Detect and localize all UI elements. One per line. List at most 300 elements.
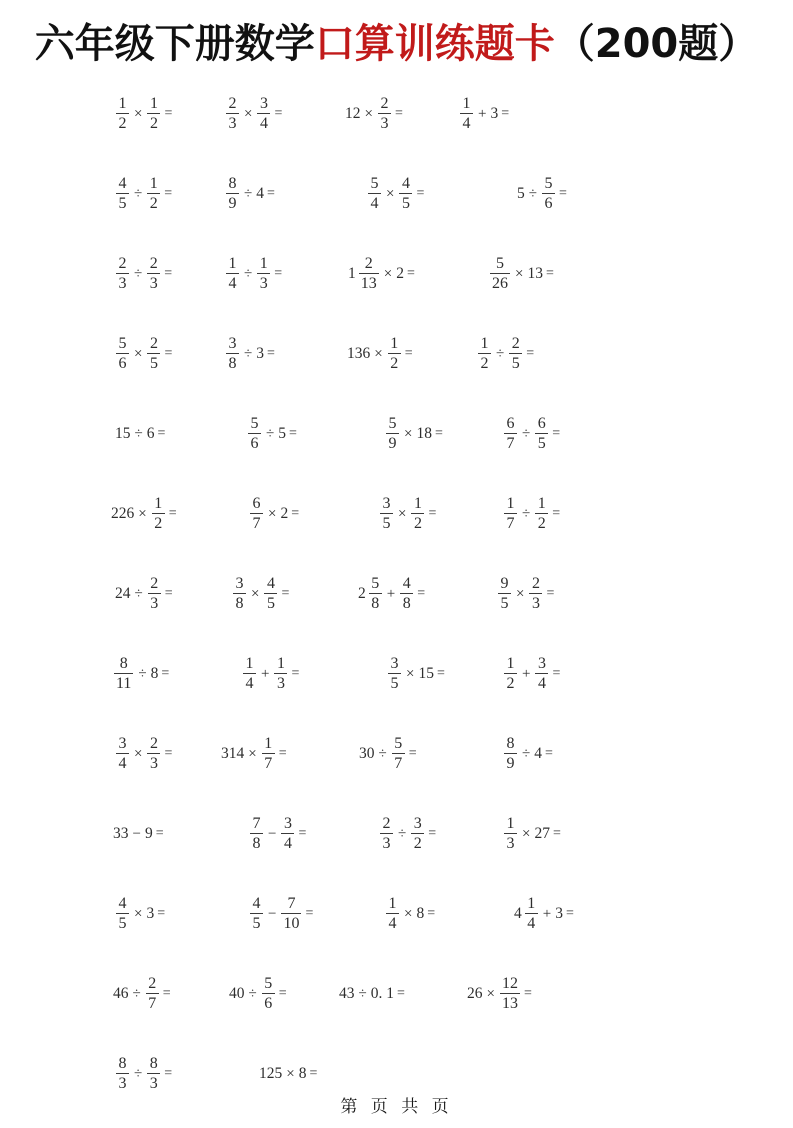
fraction-numerator: 2 (150, 574, 159, 592)
fraction (231, 575, 248, 612)
fraction-numerator: 3 (259, 94, 268, 112)
fraction-numerator: 8 (119, 654, 128, 672)
fraction (398, 575, 415, 612)
fraction (272, 655, 289, 692)
equals-sign: = (428, 826, 437, 841)
fraction (114, 255, 131, 292)
fraction-denominator: 7 (506, 514, 515, 532)
number: 2 (396, 265, 404, 283)
number: 27 (534, 825, 550, 843)
fraction-numerator: 2 (149, 334, 158, 352)
problem-item (114, 248, 172, 300)
fraction-numerator: 3 (228, 334, 237, 352)
fraction-bar (226, 353, 239, 354)
problem-item (228, 968, 287, 1020)
problem-item (502, 488, 560, 540)
fraction-numerator: 1 (276, 654, 285, 672)
fraction-numerator: 1 (390, 334, 399, 352)
equals-sign: = (309, 1066, 318, 1081)
fraction-numerator: 5 (496, 254, 504, 272)
operator: × (364, 105, 373, 122)
problem-item (384, 888, 435, 940)
fraction-bar (498, 593, 511, 594)
fraction-numerator: 8 (228, 174, 237, 192)
fraction (384, 895, 401, 932)
problem-item (114, 88, 172, 140)
equals-sign: = (164, 586, 173, 601)
equals-sign: = (157, 426, 166, 441)
number: 46 (113, 985, 129, 1003)
fraction-numerator: 5 (118, 334, 127, 352)
problem-item (224, 328, 275, 380)
fraction-bar (478, 353, 491, 354)
problem-row (96, 408, 696, 488)
equals-sign: = (291, 506, 300, 521)
problem-item (344, 88, 403, 140)
fraction-numerator: 4 (266, 574, 275, 592)
fraction-numerator: 1 (506, 814, 515, 832)
fraction (224, 175, 241, 212)
fraction-bar (369, 593, 382, 594)
fraction-denominator: 2 (149, 114, 158, 132)
fraction (150, 495, 167, 532)
fraction-bar (504, 513, 517, 514)
operator: × (516, 585, 525, 602)
fraction-denominator: 2 (118, 114, 127, 132)
operator: × (251, 585, 260, 602)
operator: ÷ (358, 985, 367, 1002)
problem-item (112, 968, 171, 1020)
problem-item (338, 968, 405, 1020)
problem-row (96, 88, 696, 168)
fraction-numerator: 3 (537, 654, 546, 672)
fraction-bar (233, 593, 246, 594)
operator: × (134, 745, 143, 762)
fraction-bar (116, 353, 129, 354)
fraction-denominator: 2 (506, 674, 515, 692)
fraction (523, 895, 540, 932)
problem-item (114, 408, 165, 460)
problem-item (224, 248, 282, 300)
operator: ÷ (244, 345, 253, 362)
equals-sign: = (305, 906, 314, 921)
problem-item (502, 808, 561, 860)
equals-sign: = (565, 906, 574, 921)
problem-row (96, 168, 696, 248)
fraction-numerator: 5 (394, 734, 403, 752)
operator: × (248, 745, 257, 762)
operator: × (134, 905, 143, 922)
equals-sign: = (164, 1066, 173, 1081)
operator: ÷ (248, 985, 257, 1002)
fraction (146, 575, 163, 612)
operator: ÷ (138, 665, 147, 682)
fraction-bar (535, 433, 548, 434)
fraction-denominator: 3 (506, 834, 515, 852)
fraction-bar (147, 1073, 160, 1074)
operator: − (268, 905, 277, 922)
equals-sign: = (298, 826, 307, 841)
fraction-denominator: 4 (245, 674, 254, 692)
fraction-numerator: 3 (283, 814, 292, 832)
fraction (262, 575, 279, 612)
number: 15 (418, 665, 434, 683)
fraction-numerator: 3 (382, 494, 391, 512)
fraction-denominator: 8 (235, 594, 244, 612)
fraction (502, 815, 519, 852)
fraction (145, 255, 162, 292)
problem-item (114, 168, 172, 220)
fraction-denominator: 2 (154, 514, 163, 532)
fraction-numerator: 2 (531, 574, 540, 592)
fraction-denominator: 5 (149, 354, 158, 372)
equals-sign: = (274, 106, 283, 121)
problem-item (358, 728, 417, 780)
problem-item (248, 808, 306, 860)
fraction-denominator: 4 (462, 114, 471, 132)
equals-sign: = (501, 106, 510, 121)
fraction-numerator: 7 (287, 894, 296, 912)
problem-grid (96, 88, 696, 1128)
fraction-bar (148, 593, 161, 594)
operator: ÷ (134, 185, 143, 202)
fraction-denominator: 2 (149, 194, 158, 212)
fraction-denominator: 3 (118, 1074, 127, 1092)
fraction-denominator: 4 (527, 914, 536, 932)
number: 3 (490, 105, 499, 123)
equals-sign: = (288, 426, 297, 441)
fraction (409, 495, 426, 532)
fraction (112, 655, 135, 692)
fraction-numerator: 12 (501, 974, 518, 992)
number: 4 (534, 745, 542, 763)
number: 3 (146, 905, 155, 923)
equals-sign: = (552, 426, 561, 441)
fraction-denominator: 3 (149, 274, 158, 292)
fraction-bar (116, 273, 129, 274)
equals-sign: = (161, 666, 170, 681)
fraction (248, 815, 265, 852)
fraction-bar (359, 273, 379, 274)
fraction (114, 895, 131, 932)
fraction-denominator: 3 (276, 674, 285, 692)
problem-item (496, 568, 554, 620)
fraction (476, 335, 493, 372)
problem-item (248, 888, 313, 940)
equals-sign: = (552, 826, 561, 841)
operator: ÷ (266, 425, 275, 442)
problem-row (96, 648, 696, 728)
fraction-numerator: 1 (259, 254, 268, 272)
fraction-denominator: 2 (480, 354, 489, 372)
equals-sign: = (394, 106, 403, 121)
fraction (248, 895, 265, 932)
fraction-bar (152, 513, 165, 514)
equals-sign: = (164, 266, 173, 281)
fraction-numerator: 7 (252, 814, 261, 832)
fraction (241, 655, 258, 692)
operator: − (132, 825, 141, 842)
equals-sign: = (278, 746, 287, 761)
fraction-numerator: 5 (250, 414, 259, 432)
operator: + (261, 665, 270, 682)
equals-sign: = (558, 186, 567, 201)
fraction-denominator: 4 (228, 274, 237, 292)
fraction (498, 975, 522, 1012)
operator: ÷ (528, 185, 537, 202)
number: 33 (113, 825, 129, 843)
operator: × (134, 105, 143, 122)
number: 125 (259, 1065, 283, 1083)
problem-row (96, 968, 696, 1048)
problem-item (502, 408, 560, 460)
fraction-bar (504, 673, 517, 674)
operator: × (374, 345, 383, 362)
fraction-denominator: 4 (118, 754, 127, 772)
fraction-bar (504, 433, 517, 434)
operator: ÷ (522, 745, 531, 762)
number: 9 (144, 825, 153, 843)
fraction-denominator: 5 (252, 914, 261, 932)
fraction-bar (116, 753, 129, 754)
fraction-numerator: 5 (370, 174, 379, 192)
fraction (376, 95, 393, 132)
fraction-bar (147, 113, 160, 114)
fraction (357, 255, 381, 292)
problem-row (96, 568, 696, 648)
fraction (114, 95, 131, 132)
equals-sign: = (291, 666, 300, 681)
operator: ÷ (132, 985, 141, 1002)
number: 6 (146, 425, 155, 443)
fraction-denominator: 5 (382, 514, 391, 532)
operator: × (383, 265, 393, 282)
problem-item (114, 888, 165, 940)
fraction-denominator: 3 (150, 594, 159, 612)
equals-sign: = (164, 106, 173, 121)
fraction-bar (460, 113, 473, 114)
fraction-numerator: 3 (118, 734, 127, 752)
problem-item (346, 328, 413, 380)
fraction-bar (399, 193, 412, 194)
fraction (496, 575, 513, 612)
fraction-denominator: 8 (228, 354, 237, 372)
fraction-denominator: 4 (370, 194, 379, 212)
number: 26 (467, 985, 483, 1003)
fraction (409, 815, 426, 852)
operator: ÷ (522, 425, 531, 442)
equals-sign: = (427, 906, 436, 921)
number: 8 (416, 905, 425, 923)
fraction-numerator: 6 (537, 414, 546, 432)
operator: ÷ (496, 345, 505, 362)
fraction-numerator: 4 (118, 174, 127, 192)
problem-item (112, 808, 164, 860)
fraction (533, 415, 550, 452)
fraction-denominator: 8 (402, 594, 411, 612)
fraction (224, 95, 241, 132)
fraction (507, 335, 524, 372)
fraction-denominator: 5 (390, 674, 399, 692)
fraction (366, 175, 383, 212)
equals-sign: = (162, 986, 171, 1001)
fraction-numerator: 2 (364, 254, 373, 272)
fraction-denominator: 10 (283, 914, 300, 932)
fraction-denominator: 3 (228, 114, 237, 132)
mixed-number-whole: 4 (514, 905, 522, 923)
fraction-denominator: 7 (506, 434, 515, 452)
fraction (384, 415, 401, 452)
number: 5 (278, 425, 286, 443)
fraction-denominator: 5 (401, 194, 410, 212)
equals-sign: = (155, 826, 164, 841)
equals-sign: = (428, 506, 437, 521)
problem-item (224, 88, 282, 140)
fraction-denominator: 7 (252, 514, 261, 532)
fraction-bar (504, 833, 517, 834)
fraction-numerator: 1 (245, 654, 254, 672)
problem-item (358, 568, 425, 620)
fraction-numerator: 6 (506, 414, 515, 432)
fraction-bar (504, 753, 517, 754)
fraction-denominator: 26 (492, 274, 508, 292)
fraction-bar (116, 193, 129, 194)
fraction (397, 175, 414, 212)
fraction-numerator: 3 (390, 654, 399, 672)
fraction (114, 735, 131, 772)
fraction-bar (525, 913, 538, 914)
fraction-bar (380, 833, 393, 834)
fraction-denominator: 2 (537, 514, 546, 532)
fraction-denominator: 5 (118, 914, 127, 932)
fraction (502, 655, 519, 692)
mixed-number-whole: 2 (358, 585, 366, 603)
fraction-numerator: 1 (506, 494, 515, 512)
fraction-denominator: 5 (266, 594, 275, 612)
number: 3 (555, 905, 563, 923)
fraction-bar (535, 673, 548, 674)
problem-item (378, 488, 436, 540)
fraction-numerator: 8 (506, 734, 515, 752)
fraction (386, 335, 403, 372)
fraction-numerator: 1 (506, 654, 515, 672)
operator: × (486, 985, 495, 1002)
fraction-denominator: 2 (413, 834, 422, 852)
operator: × (404, 425, 413, 442)
equals-sign: = (523, 986, 532, 1001)
fraction-bar (368, 193, 381, 194)
problem-item (502, 648, 560, 700)
fraction-bar (114, 673, 133, 674)
fraction-bar (262, 993, 275, 994)
number: 13 (527, 265, 543, 283)
fraction-bar (146, 993, 159, 994)
operator: ÷ (134, 585, 143, 602)
fraction-denominator: 3 (382, 834, 391, 852)
fraction-bar (250, 833, 263, 834)
operator: + (478, 105, 487, 122)
fraction-numerator: 2 (148, 974, 157, 992)
fraction-denominator: 6 (250, 434, 259, 452)
problem-item (384, 408, 443, 460)
fraction (114, 175, 131, 212)
fraction (260, 735, 277, 772)
equals-sign: = (164, 346, 173, 361)
number: 43 (339, 985, 355, 1003)
problem-row (96, 888, 696, 968)
number: 136 (347, 345, 371, 363)
fraction-bar (281, 913, 301, 914)
problem-item (246, 408, 297, 460)
fraction-numerator: 5 (371, 574, 380, 592)
fraction-denominator: 6 (118, 354, 127, 372)
operator: ÷ (134, 265, 143, 282)
fraction (533, 495, 550, 532)
title-prefix: 六年级下册数学 (34, 21, 315, 67)
fraction-numerator: 1 (154, 494, 163, 512)
fraction-denominator: 9 (506, 754, 515, 772)
operator: × (398, 505, 407, 522)
fraction-denominator: 13 (501, 994, 518, 1012)
equals-sign: = (552, 506, 561, 521)
fraction (255, 95, 272, 132)
fraction (145, 335, 162, 372)
fraction (502, 735, 519, 772)
operator: × (268, 505, 277, 522)
number: 5 (517, 185, 525, 203)
fraction (246, 415, 263, 452)
problem-item (348, 248, 415, 300)
fraction (145, 95, 162, 132)
fraction (502, 415, 519, 452)
operator: − (268, 825, 277, 842)
fraction (540, 175, 557, 212)
operator: × (286, 1065, 295, 1082)
equals-sign: = (406, 266, 415, 281)
fraction-bar (257, 273, 270, 274)
fraction (458, 95, 475, 132)
problem-item (231, 568, 289, 620)
fraction-denominator: 6 (264, 994, 273, 1012)
fraction-bar (147, 273, 160, 274)
fraction-bar (116, 913, 129, 914)
equals-sign: = (408, 746, 417, 761)
fraction-numerator: 2 (511, 334, 520, 352)
fraction-bar (400, 593, 413, 594)
fraction-numerator: 5 (264, 974, 273, 992)
equals-sign: = (545, 266, 554, 281)
fraction-numerator: 1 (527, 894, 536, 912)
operator: ÷ (134, 1065, 143, 1082)
equals-sign: = (266, 346, 275, 361)
fraction-numerator: 2 (228, 94, 237, 112)
fraction (248, 495, 265, 532)
fraction-numerator: 2 (149, 734, 158, 752)
equals-sign: = (278, 986, 287, 1001)
number: 12 (345, 105, 361, 123)
number: 8 (298, 1065, 307, 1083)
fraction-numerator: 2 (118, 254, 127, 272)
number: 314 (221, 745, 245, 763)
fraction-numerator: 4 (118, 894, 127, 912)
fraction-numerator: 1 (149, 174, 158, 192)
operator: × (134, 345, 143, 362)
page-title (0, 18, 793, 70)
fraction-denominator: 5 (118, 194, 127, 212)
problem-item (112, 648, 169, 700)
fraction-denominator: 3 (380, 114, 389, 132)
fraction-bar (490, 273, 510, 274)
